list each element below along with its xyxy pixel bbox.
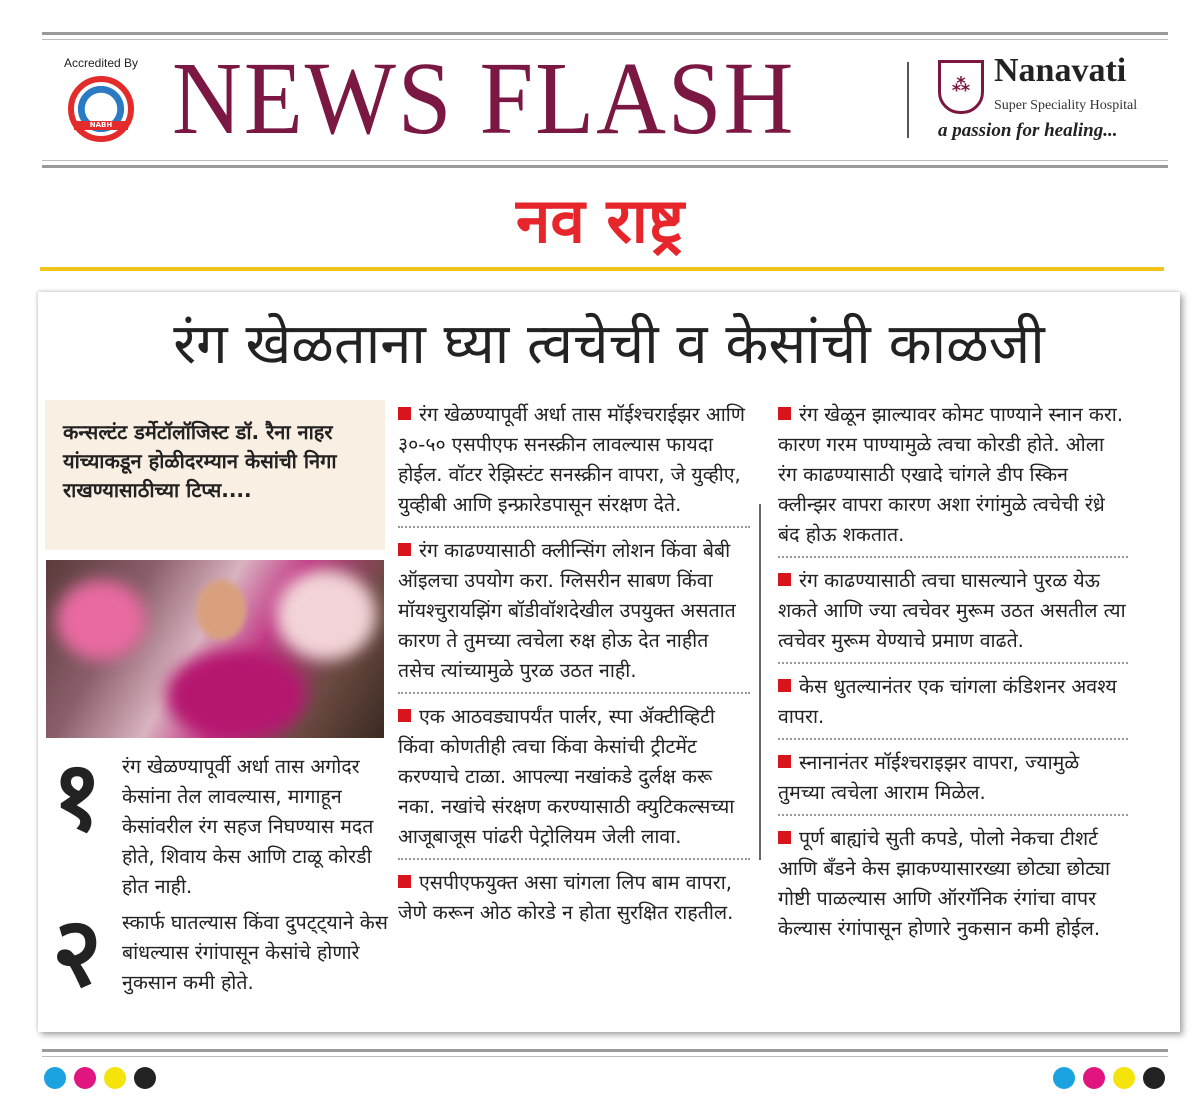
cyan-registration-dot	[1053, 1067, 1075, 1089]
nabh-logo-icon	[68, 76, 134, 142]
middle-column	[398, 400, 750, 942]
hospital-tagline: a passion for healing...	[938, 120, 1118, 141]
header-bottom-rule	[42, 165, 1168, 168]
bullet-icon	[778, 573, 791, 586]
list-item	[398, 400, 750, 528]
numbered-tip	[52, 896, 388, 1008]
list-item	[778, 824, 1128, 950]
bullet-icon	[398, 543, 411, 556]
bullet-icon	[778, 679, 791, 692]
bullet-icon	[398, 875, 411, 888]
bullet-icon	[778, 407, 791, 420]
bullet-icon	[398, 709, 411, 722]
list-item	[398, 702, 750, 860]
article-intro: कन्सल्टंट डर्मेटॉलॉजिस्ट डॉ. रैना नाहर यांच्याकडून होळीदरम्यान केसांची निगा राखण्यासाठीच्या टिप्स....	[45, 400, 385, 550]
item-text: एसपीएफयुक्त असा चांगला लिप बाम वापरा, जेणे करून ओठ कोरडे न होता सुरक्षित राहतील.	[398, 871, 734, 924]
item-text: स्नानानंतर मॉईश्चराइझर वापरा, ज्यामुळे तुमच्या त्वचेला आराम मिळेल.	[778, 751, 1080, 804]
top-rule	[42, 32, 1168, 35]
top-rule-thin	[42, 39, 1168, 40]
holi-photo	[46, 560, 384, 738]
item-text: रंग खेळण्यापूर्वी अर्धा तास मॉईश्चराईझर आणि ३०-५० एसपीएफ सनस्क्रीन लावल्यास फायदा होईल. वॉटर रेझिस्टंट सनस्क्रीन वापरा, जे युव्हीए, युव्हीबी आणि इन्फ्रारेडपासून संरक्षण देते.	[398, 403, 745, 516]
magenta-registration-dot	[1083, 1067, 1105, 1089]
tip-text: स्कार्फ घातल्यास किंवा दुपट्ट्याने केस बांधल्यास रंगांपासून केसांचे होणारे नुकसान कमी होते.	[122, 911, 388, 994]
article-headline: रंग खेळताना घ्या त्वचेची व केसांची काळजी	[173, 312, 1045, 377]
cyan-registration-dot	[44, 1067, 66, 1089]
bullet-icon	[778, 755, 791, 768]
item-text: रंग खेळून झाल्यावर कोमट पाण्याने स्नान करा. कारण गरम पाण्यामुळे त्वचा कोरडी होते. ओला रंग काढण्यासाठी एखादे चांगले डीप स्किन क्लीन्झर वापरा कारण अशा रंगांमुळे त्वचेची रंध्रे बंद होऊ शकतात.	[778, 403, 1124, 546]
color-cloud	[276, 570, 376, 660]
list-item	[778, 672, 1128, 740]
item-text: पूर्ण बाह्यांचे सुती कपडे, पोलो नेकचा टीशर्ट आणि बँडने केस झाकण्यासारख्या छोट्या छोट्या गोष्टी पाळल्यास आणि ऑरगॅनिक रंगांचा वापर केल्यास रंगांपासून होणारे नुकसान कमी होईल.	[778, 827, 1111, 940]
list-item	[398, 536, 750, 694]
bullet-icon	[778, 831, 791, 844]
hospital-name: Nanavati	[994, 52, 1127, 89]
magenta-registration-dot	[74, 1067, 96, 1089]
yellow-divider	[40, 267, 1164, 271]
tip-number: १	[52, 740, 102, 852]
tip-number: २	[52, 896, 102, 1008]
news-flash-title: NEWS FLASH	[172, 41, 796, 156]
black-registration-dot	[134, 1067, 156, 1089]
column-divider	[759, 504, 761, 860]
color-cloud	[56, 580, 146, 660]
nabh-logo-text: NABH	[74, 121, 128, 130]
accredited-by-label: Accredited By	[63, 56, 139, 70]
header-bottom-rule-thin	[42, 160, 1168, 161]
yellow-registration-dot	[104, 1067, 126, 1089]
item-text: रंग काढण्यासाठी क्लीन्सिंग लोशन किंवा बेबी ऑइलचा उपयोग करा. ग्लिसरीन साबण किंवा मॉयश्चुरायझिंग बॉडीवॉशदेखील उपयुक्त असतात कारण ते तुमच्या त्वचेला रुक्ष होऊ देत नाहीत तसेच त्यांच्यामुळे पुरळ उठत नाही.	[398, 539, 736, 682]
list-item	[778, 566, 1128, 664]
nabh-accreditation	[58, 56, 144, 142]
footer-rule-thin	[42, 1056, 1168, 1057]
list-item	[778, 400, 1128, 558]
numbered-tips	[52, 740, 388, 1008]
item-text: एक आठवड्यापर्यंत पार्लर, स्पा ॲक्टीव्हिटी किंवा कोणतीही त्वचा किंवा केसांची ट्रीटमेंट करण्याचे टाळा. आपल्या नखांकडे दुर्लक्ष करू नका. नखांचे संरक्षण करण्यासाठी क्युटिकल्सच्या आजूबाजूस पांढरी पेट्रोलियम जेली लावा.	[398, 705, 735, 848]
yellow-registration-dot	[1113, 1067, 1135, 1089]
black-registration-dot	[1143, 1067, 1165, 1089]
list-item	[398, 868, 750, 934]
footer-rule	[42, 1049, 1168, 1052]
list-item	[778, 748, 1128, 816]
tip-text: रंग खेळण्यापूर्वी अर्धा तास अगोदर केसांना तेल लावल्यास, मागाहून केसांवरील रंग सहज निघण्यास मदत होते, शिवाय केस आणि टाळू कोरडी होत नाही.	[122, 755, 374, 898]
newspaper-name: नव राष्ट्र	[515, 184, 685, 257]
person-face	[196, 580, 246, 640]
header-separator	[907, 62, 909, 138]
numbered-tip	[52, 740, 388, 902]
item-text: रंग काढण्यासाठी त्वचा घासल्याने पुरळ येऊ शकते आणि ज्या त्वचेवर मुरूम उठत असतील त्या त्वचेवर मुरूम येण्याचे प्रमाण वाढते.	[778, 569, 1126, 652]
item-text: केस धुतल्यानंतर एक चांगला कंडिशनर अवश्य वापरा.	[778, 675, 1117, 728]
news-clipping	[38, 292, 1180, 1032]
hospital-shield-icon: ⁂	[938, 60, 984, 114]
right-column	[778, 400, 1128, 958]
bullet-icon	[398, 407, 411, 420]
hospital-subtitle: Super Speciality Hospital	[994, 98, 1138, 113]
color-cloud	[166, 650, 306, 738]
